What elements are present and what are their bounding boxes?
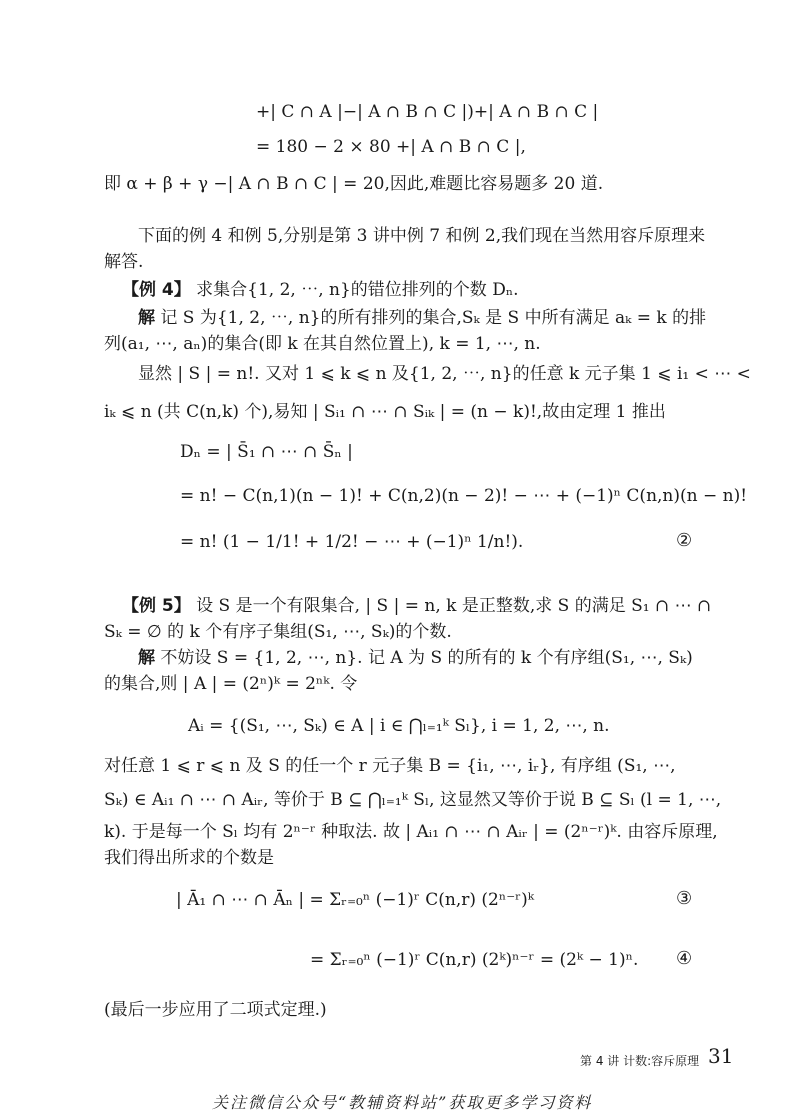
promo-watermark: 关注微信公众号“教辅资料站”获取更多学习资料 [212,1093,593,1112]
example5-formula3: | Ā₁ ∩ ⋯ ∩ Āₙ | = Σᵣ₌₀ⁿ (−1)ʳ C(n,r) (2ⁿ⁻ʳ)ᵏ [176,890,534,910]
carryover-line2: = 180 − 2 × 80 +| A ∩ B ∩ C |, [256,137,526,157]
example4-header [122,278,519,302]
equation-number-4: ④ [676,948,693,969]
example5-solution-line2: 的集合,则 | A | = (2ⁿ)ᵏ = 2ⁿᵏ. 令 [104,674,358,694]
example4-formula1: Dₙ = | S̄₁ ∩ ⋯ ∩ S̄ₙ | [180,442,353,462]
example5-para-line4: 我们得出所求的个数是 [104,848,274,868]
example4-formula3: = n! (1 − 1/1! + 1/2! − ⋯ + (−1)ⁿ 1/n!). [180,532,524,552]
intro-line2: 解答. [104,252,144,272]
solution-text: 记 S 为{1, 2, ⋯, n}的所有排列的集合,Sₖ 是 S 中所有满足 aₖ = k 的排 [160,308,707,328]
example4-solution-line1 [138,306,706,330]
example5-statement-line2: Sₖ = ∅ 的 k 个有序子集组(S₁, ⋯, Sₖ)的个数. [104,622,452,642]
example5-solution-line1 [138,646,693,670]
solution-text: 不妨设 S = {1, 2, ⋯, n}. 记 A 为 S 的所有的 k 个有序组(S₁, ⋯, Sₖ) [160,648,693,668]
example5-statement: 设 S 是一个有限集合, | S | = n, k 是正整数,求 S 的满足 S₁ ∩ ⋯ ∩ [196,596,712,616]
equation-number-2: ② [676,530,693,551]
solution-label: 解 [138,648,155,668]
example4-line4: iₖ ⩽ n (共 C(n,k) 个),易知 | Sᵢ₁ ∩ ⋯ ∩ Sᵢₖ | = (n − k)!,故由定理 1 推出 [104,402,666,422]
solution-label: 解 [138,308,155,328]
example4-label: 【例 4】 [122,280,191,300]
example5-header [122,594,711,618]
example4-solution-line2: 列(a₁, ⋯, aₙ)的集合(即 k 在其自然位置上), k = 1, ⋯, n. [104,334,541,354]
example4-formula2: = n! − C(n,1)(n − 1)! + C(n,2)(n − 2)! − ⋯ + (−1)ⁿ C(n,n)(n − n)! [180,486,748,506]
intro-line1: 下面的例 4 和例 5,分别是第 3 讲中例 7 和例 2,我们现在当然用容斥原理来 [138,226,706,246]
example5-def-formula: Aᵢ = {(S₁, ⋯, Sₖ) ∈ A | i ∈ ⋂ₗ₌₁ᵏ Sₗ}, i = 1, 2, ⋯, n. [188,716,610,736]
page-number: 31 [708,1044,734,1068]
footer-section-label: 第 4 讲 计数:容斥原理 [580,1054,700,1068]
carryover-line1: +| C ∩ A |−| A ∩ B ∩ C |)+| A ∩ B ∩ C | [256,102,599,122]
example4-statement: 求集合{1, 2, ⋯, n}的错位排列的个数 Dₙ. [196,280,519,300]
carryover-conclusion: 即 α + β + γ −| A ∩ B ∩ C | = 20,因此,难题比容易题多 20 道. [104,174,604,194]
example5-formula4: = Σᵣ₌₀ⁿ (−1)ʳ C(n,r) (2ᵏ)ⁿ⁻ʳ = (2ᵏ − 1)ⁿ. [310,950,639,970]
example5-para-line3: k). 于是每一个 Sₗ 均有 2ⁿ⁻ʳ 种取法. 故 | Aᵢ₁ ∩ ⋯ ∩ Aᵢᵣ | = (2ⁿ⁻ʳ)ᵏ. 由容斥原理, [104,822,718,842]
example4-line3: 显然 | S | = n!. 又对 1 ⩽ k ⩽ n 及{1, 2, ⋯, n}的任意 k 元子集 1 ⩽ i₁ < ⋯ < [138,364,751,384]
example5-label: 【例 5】 [122,596,191,616]
example5-note: (最后一步应用了二项式定理.) [104,1000,327,1020]
equation-number-3: ③ [676,888,693,909]
example5-para-line1: 对任意 1 ⩽ r ⩽ n 及 S 的任一个 r 元子集 B = {i₁, ⋯, iᵣ}, 有序组 (S₁, ⋯, [104,756,676,776]
example5-para-line2: Sₖ) ∈ Aᵢ₁ ∩ ⋯ ∩ Aᵢᵣ, 等价于 B ⊆ ⋂ₗ₌₁ᵏ Sₗ, 这显然又等价于说 B ⊆ Sₗ (l = 1, ⋯, [104,790,722,810]
